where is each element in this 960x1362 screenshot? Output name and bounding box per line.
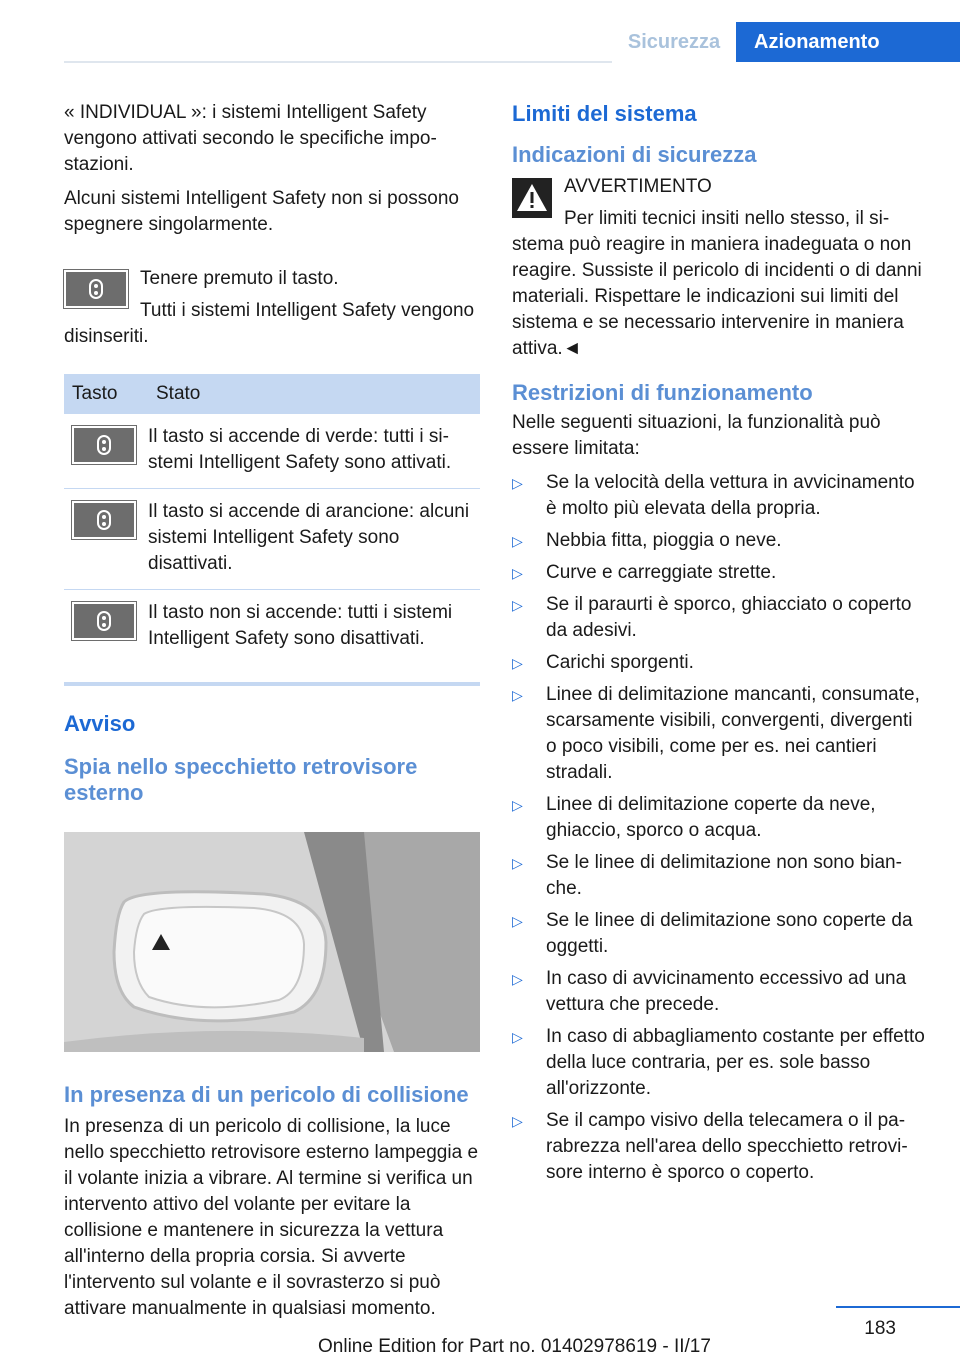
list-item: ▷ Se il campo visivo della telecamera o il parabrezza nell'area dello specchietto retrovisore interno è sporco o coperto. — [512, 1108, 928, 1186]
paragraph-pericolo: In presenza di un pericolo di collisione, la luce nello specchietto retrovisore esterno lampeggia e il volante inizia a vibrare. Al termine si verifica un intervento attivo del volante per evitare la collisione e mantenere in sicurezza la vettura all'interno della propria corsia. Si avverte l'intervento sul volante e il sovrasterzo si può attivare manualmente in qualsiasi momento. — [64, 1116, 479, 1319]
restrictions-list — [512, 470, 928, 1186]
paragraph-individual-note: Alcuni sistemi Intelligent Safety non si possono spegnere singolarmente. — [64, 188, 459, 235]
edition-note: Online Edition for Part no. 01402978619 - II/17 — [318, 1336, 711, 1357]
heading-limiti: Limiti del sistema — [512, 101, 697, 126]
table-header-key: Tasto — [64, 374, 148, 414]
table-end-rule — [64, 682, 480, 686]
footer-rule — [836, 1306, 960, 1308]
table-header-status: Stato — [148, 374, 480, 414]
list-item: ▷ In caso di avvicinamento eccessivo ad una vettura che precede. — [512, 966, 928, 1018]
heading-avviso: Avviso — [64, 711, 136, 736]
table-cell-status: Il tasto si accende di verde: tutti i sistemi Intelligent Safety sono attivati. — [148, 414, 480, 489]
warning-text: Per limiti tecnici insiti nello stesso, il sistema può reagire in maniera inadeguata o non reagire. Sussiste il pericolo di incidenti o di danni materiali. Rispettare le indicazioni sui limiti del sistema e se necessario intervenire in maniera attiva.◄ — [512, 208, 922, 359]
button-instruction — [64, 266, 480, 350]
left-column — [64, 100, 480, 1330]
table-cell-status: Il tasto si accende di arancione: alcuni sistemi Intelligent Safety sono disattivati. — [148, 489, 480, 590]
list-item: ▷ Curve e carreggiate strette. — [512, 560, 928, 586]
list-item: ▷ Nebbia fitta, pioggia o neve. — [512, 528, 928, 554]
warning-triangle-icon — [512, 178, 552, 218]
status-table — [64, 374, 480, 664]
table-row — [64, 489, 480, 590]
table-row — [64, 590, 480, 665]
header-rule — [64, 61, 612, 63]
heading-indicazioni: Indicazioni di sicurezza — [512, 142, 757, 167]
safety-button-orange-icon — [72, 501, 136, 539]
page-header — [0, 0, 960, 62]
heading-spia: Spia nello specchietto retrovisore esterno — [64, 754, 418, 805]
paragraph-restrizioni: Nelle seguenti situazioni, la funzionalità può essere limitata: — [512, 412, 881, 459]
warning-block — [512, 174, 928, 362]
page-number: 183 — [864, 1318, 896, 1339]
heading-pericolo: In presenza di un pericolo di collisione — [64, 1082, 469, 1107]
list-item: ▷ Se la velocità della vettura in avvicinamento è molto più elevata della propria. — [512, 470, 928, 522]
safety-button-icon — [64, 270, 128, 308]
list-item: ▷ Se le linee di delimitazione non sono bianche. — [512, 850, 928, 902]
table-cell-status: Il tasto non si accende: tutti i sistemi Intelligent Safety sono disattivati. — [148, 602, 453, 649]
table-row — [64, 414, 480, 489]
instruction-hold: Tenere premuto il tasto. — [140, 268, 339, 289]
list-item: ▷ Se le linee di delimitazione sono coperte da oggetti. — [512, 908, 928, 960]
safety-button-off-icon — [72, 602, 136, 640]
header-section-tab[interactable]: Sicurezza — [627, 31, 721, 53]
list-item: ▷ In caso di abbagliamento costante per effetto della luce contraria, per es. sole basso all'orizzonte. — [512, 1024, 928, 1102]
warning-title: AVVERTIMENTO — [564, 176, 712, 197]
list-item: ▷ Linee di delimitazione coperte da neve, ghiaccio, sporco o acqua. — [512, 792, 928, 844]
list-item: ▷ Linee di delimitazione mancanti, consumate, scarsamente visibili, convergenti, divergenti o poco visibili, come per es. nei cantieri stradali. — [512, 682, 928, 786]
mirror-photo — [64, 832, 480, 1052]
header-chapter-tab[interactable]: Azionamento — [736, 22, 960, 62]
list-item: ▷ Se il paraurti è sporco, ghiacciato o coperto da adesivi. — [512, 592, 928, 644]
instruction-result: Tutti i sistemi Intelligent Safety vengono disinseriti. — [64, 300, 475, 347]
safety-button-green-icon — [72, 426, 136, 464]
list-item: ▷ Carichi sporgenti. — [512, 650, 928, 676]
mirror-illustration — [64, 832, 480, 1052]
heading-restrizioni: Restrizioni di funzionamento — [512, 380, 813, 405]
right-column — [512, 100, 928, 1192]
paragraph-individual: « INDIVIDUAL »: i sistemi Intelligent Safety vengono attivati secondo le specifiche impostazioni. — [64, 102, 437, 175]
